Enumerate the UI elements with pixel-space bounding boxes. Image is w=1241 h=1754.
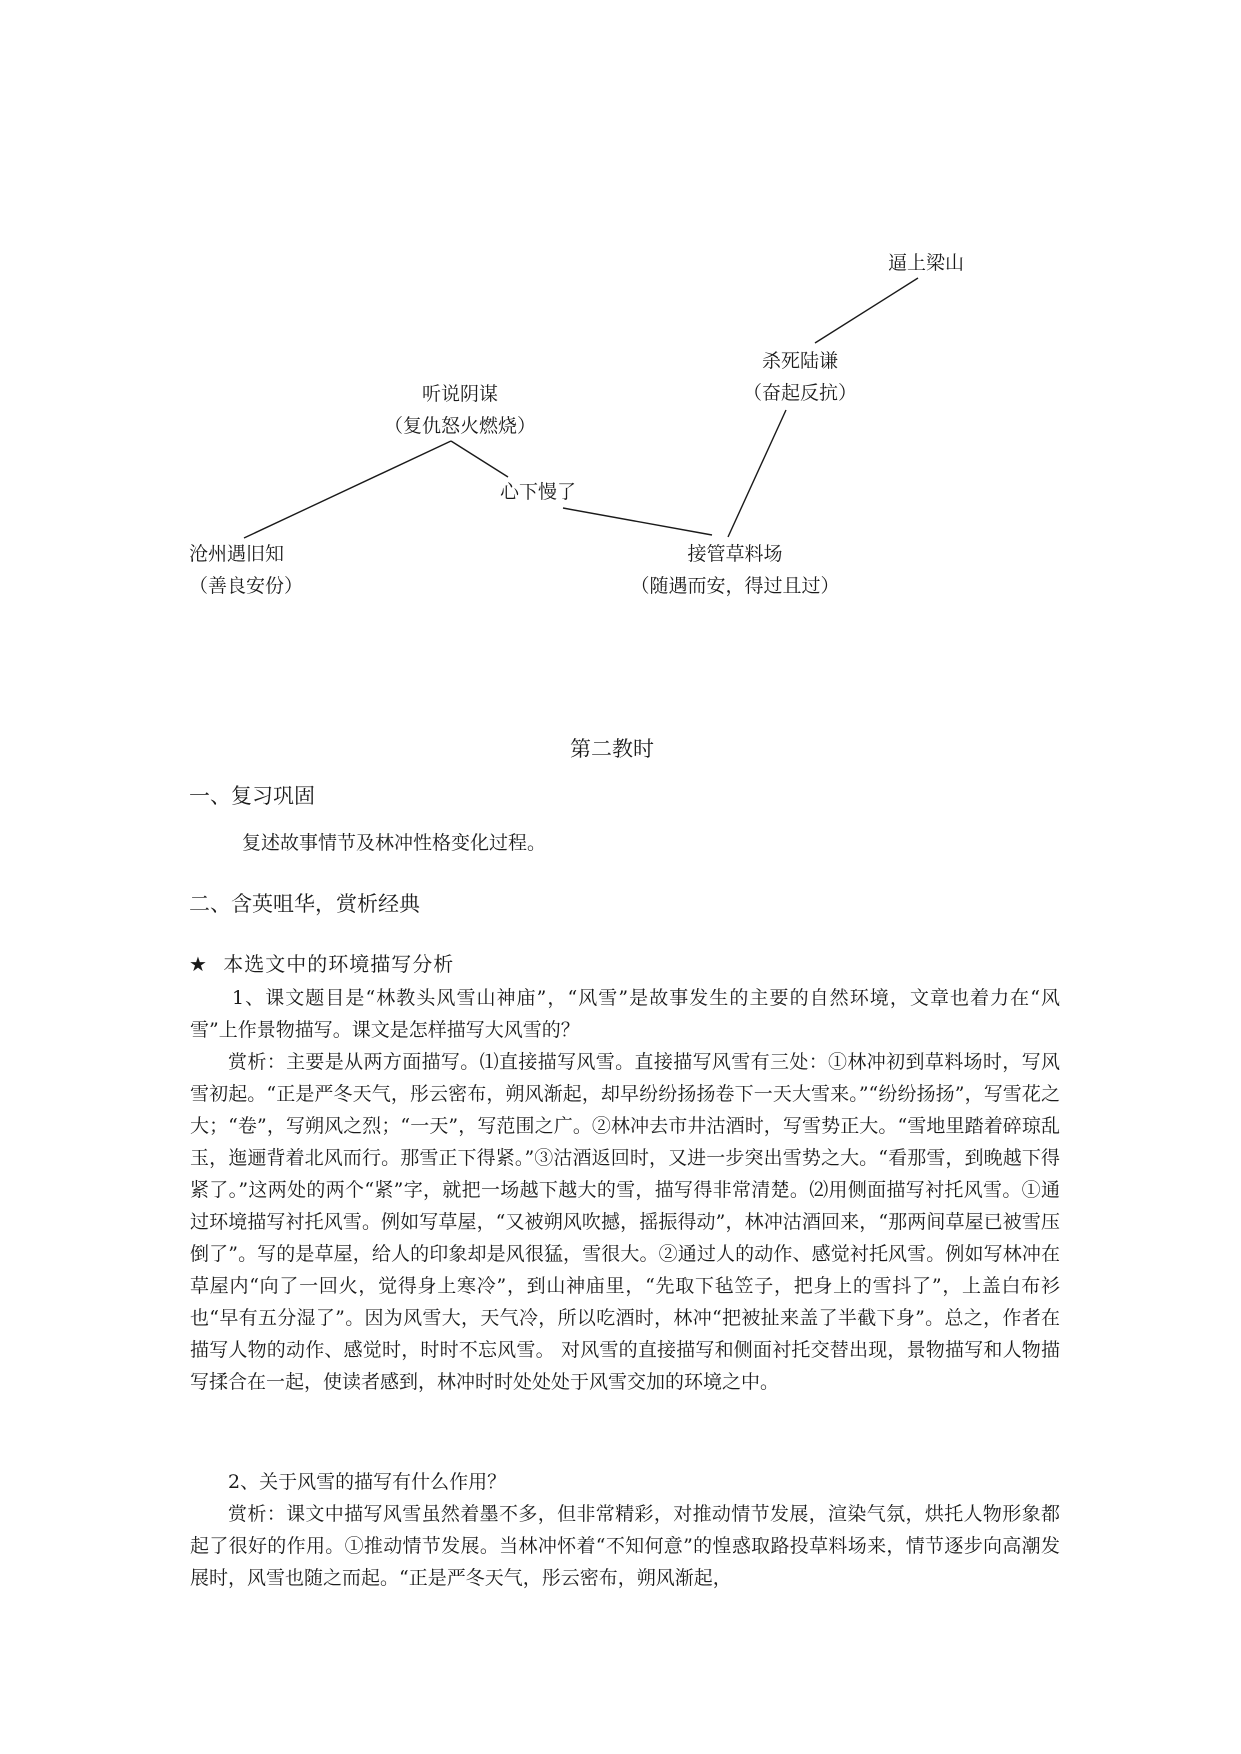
node-kill [700, 348, 900, 406]
plot-diagram-lines [0, 0, 1241, 620]
line-hear-to-relax [451, 441, 508, 477]
node-relax-label: 心下慢了 [500, 481, 577, 503]
node-liangshan-label: 逼上梁山 [888, 252, 965, 274]
node-takeover-label: 接管草料场 [687, 543, 783, 565]
node-hear-note: （复仇怒火燃烧） [383, 415, 536, 437]
node-liangshan [888, 250, 964, 276]
node-relax [500, 479, 576, 505]
node-kill-label: 杀死陆谦 [761, 350, 838, 372]
node-hear [330, 381, 590, 439]
star-heading-text: 本选文中的环境描写分析 [223, 952, 455, 976]
node-cangzhou-note: （善良安份） [189, 575, 304, 597]
answer-1: 赏析：主要是从两方面描写。⑴直接描写风雪。直接描写风雪有三处：①林冲初到草料场时，写风雪初起。“正是严冬天气，彤云密布，朔风渐起，却早纷纷扬扬卷下一天大雪来。”“纷纷扬扬”，写雪花之大；“卷”，写朔风之烈；“一天”，写范围之广。②林冲去市井沽酒时，写雪势正大。“雪地里踏着碎琼乱玉，迤逦背着北风而行。那雪正下得紧。”③沽酒返回时，又进一步突出雪势之大。“看那雪，到晚越下得紧了。”这两处的两个“紧”字，就把一场越下越大的雪，描写得非常清楚。⑵用侧面描写衬托风雪。①通过环境描写衬托风雪。例如写草屋，“又被朔风吹撼，摇振得动”，林冲沽酒回来，“那两间草屋已被雪压倒了”。写的是草屋，给人的印象却是风很猛，雪很大。②通过人的动作、感觉衬托风雪。例如写林冲在草屋内“向了一回火，觉得身上寒冷”，到山神庙里，“先取下毡笠子，把身上的雪抖了”，上盖白布衫也“早有五分湿了”。因为风雪大，天气冷，所以吃酒时，林冲“把被扯来盖了半截下身”。总之，作者在描写人物的动作、感觉时，时时不忘风雪。 对风雪的直接描写和侧面衬托交替出现，景物描写和人物描写揉合在一起，使读者感到，林冲时时处处处于风雪交加的环境之中。 [190, 1051, 1060, 1393]
star-icon: ★ [189, 952, 208, 976]
line-kill-to-liangshan [815, 278, 918, 343]
section1-heading: 一、复习巩固 [189, 784, 315, 808]
node-hear-label: 听说阴谋 [421, 383, 498, 405]
question-2: 2、关于风雪的描写有什么作用？ [228, 1471, 507, 1493]
section2-heading: 二、含英咀华，赏析经典 [189, 892, 420, 916]
node-cangzhou-label: 沧州遇旧知 [189, 543, 285, 565]
node-takeover-note: （随遇而安，得过且过） [630, 575, 840, 597]
question-1: 1、课文题目是“林教头风雪山神庙”，“风雪”是故事发生的主要的自然环境，文章也着力在“风雪”上作景物描写。课文是怎样描写大风雪的？ [190, 987, 1060, 1041]
lesson-title: 第二教时 [570, 737, 654, 761]
line-takeover-to-kill [728, 410, 786, 537]
node-kill-note: （奋起反抗） [742, 382, 857, 404]
node-takeover [610, 541, 860, 599]
section1-body: 复述故事情节及林冲性格变化过程。 [242, 832, 547, 854]
node-cangzhou [189, 541, 303, 599]
answer-2: 赏析：课文中描写风雪虽然着墨不多，但非常精彩，对推动情节发展，渲染气氛，烘托人物形象都起了很好的作用。①推动情节发展。当林冲怀着“不知何意”的惶惑取路投草料场来，情节逐步向高潮发展时，风雪也随之而起。“正是严冬天气，彤云密布，朔风渐起， [190, 1503, 1060, 1589]
line-cangzhou-to-hear [244, 441, 451, 538]
star-heading [189, 951, 454, 977]
line-relax-to-takeover [563, 508, 712, 535]
